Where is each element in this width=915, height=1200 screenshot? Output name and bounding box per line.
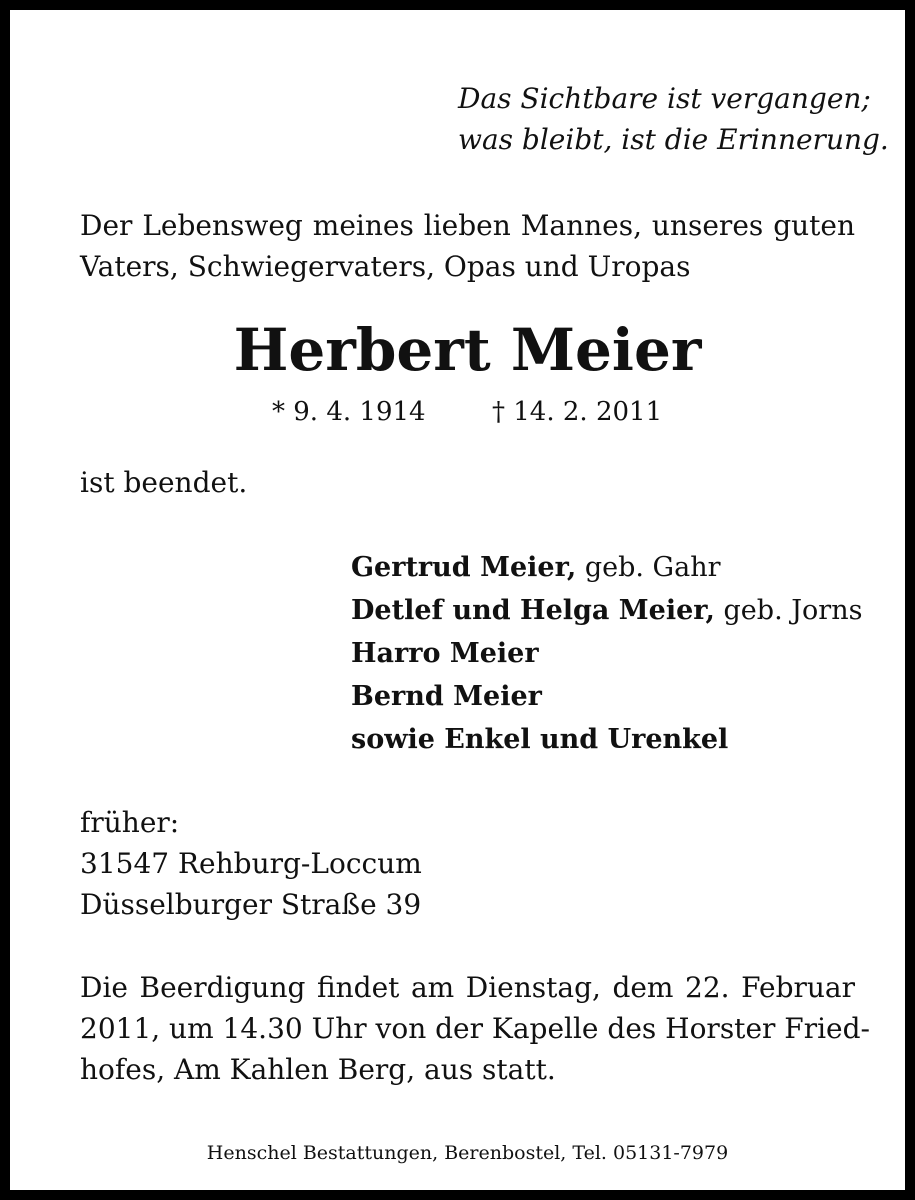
mourner-name: sowie Enkel und Urenkel [351,724,729,755]
mourner-entry [351,632,891,675]
mourner-name: Bernd Meier [351,681,542,712]
mourner-entry [351,718,891,761]
mourner-name: Gertrud Meier, [351,552,577,583]
former-address [80,802,422,925]
mourners-list [351,546,891,761]
birth-date: * 9. 4. 1914 [272,397,426,427]
funeral-line: hofes, Am Kahlen Berg, aus statt. [80,1053,556,1086]
address-street: Düsselburger Straße 39 [80,888,422,921]
mourner-name: Detlef und Helga Meier, [351,595,715,626]
death-date: † 14. 2. 2011 [492,397,663,427]
funeral-details [80,967,871,1090]
deceased-name: Herbert Meier [233,316,702,384]
mourner-suffix: geb. Jorns [714,595,863,626]
address-label: früher: [80,806,180,839]
mourner-entry [351,675,891,718]
life-dates [10,392,915,432]
mourner-entry [351,546,891,589]
intro-line: Vaters, Schwiegervaters, Opas und Uropas [80,250,691,283]
quote-line: Das Sichtbare ist vergangen; [458,82,871,115]
mourner-name: Harro Meier [351,638,539,669]
address-city: 31547 Rehburg-Loccum [80,847,422,880]
mourner-entry [351,589,891,632]
funeral-line: Die Beerdigung findet am Dienstag, dem 22. Februar [80,971,855,1004]
ended-text: ist beendet. [80,466,248,499]
memorial-quote [458,78,889,160]
mourner-suffix: geb. Gahr [576,552,721,583]
funeral-line: 2011, um 14.30 Uhr von der Kapelle des Horster Fried- [80,1012,871,1045]
intro-text [80,205,855,287]
funeral-home-footer: Henschel Bestattungen, Berenbostel, Tel. 05131-7979 [206,1142,729,1164]
quote-line: was bleibt, ist die Erinnerung. [458,123,889,156]
intro-line: Der Lebensweg meines lieben Mannes, unseres guten [80,209,855,242]
